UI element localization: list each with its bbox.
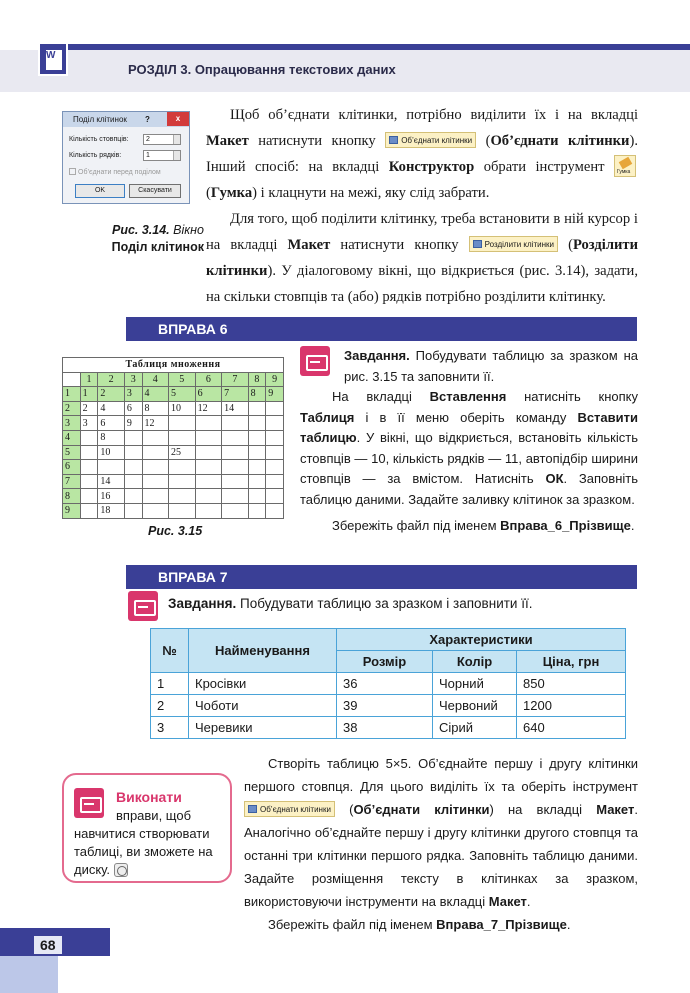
table-cell: 5 <box>63 445 81 460</box>
button-label: Об’єднати клітинки <box>401 136 473 145</box>
table-row <box>63 416 284 431</box>
table-cell <box>266 489 284 504</box>
bold-text: ОК <box>545 471 564 486</box>
table-cell: 6 <box>195 387 222 402</box>
rows-label: Кількість рядків: <box>69 152 122 159</box>
table-cell: 2 <box>63 401 81 416</box>
table-cell <box>248 401 266 416</box>
task-label: Завдання. <box>344 348 410 363</box>
table-cell: 1 <box>151 673 189 695</box>
table-cell: 6 <box>98 416 125 431</box>
merge-cells-icon <box>248 805 257 813</box>
table-header-row <box>151 629 626 651</box>
table-cell: Чорний <box>433 673 517 695</box>
table-title: Таблиця множення <box>63 358 284 373</box>
exercise-7-save <box>244 913 638 936</box>
table-cell <box>222 416 249 431</box>
table-cell <box>222 474 249 489</box>
table-cell: 850 <box>517 673 626 695</box>
table-cell: 9 <box>266 387 284 402</box>
table-cell: 10 <box>169 401 196 416</box>
exercise-7-body <box>244 752 638 913</box>
merge-cells-icon <box>389 136 398 144</box>
table-cell: 9 <box>124 416 142 431</box>
rows-value: 1 <box>146 152 150 159</box>
text: ( <box>334 802 354 817</box>
bold-text: Макет <box>596 802 635 817</box>
table-cell: 8 <box>142 401 169 416</box>
bold-text: Об’єднати клітинки <box>490 133 630 149</box>
table-cell: 6 <box>63 460 81 475</box>
table-cell: Сірий <box>433 717 517 739</box>
table-cell: Кросівки <box>189 673 337 695</box>
table-cell: 10 <box>98 445 125 460</box>
table-row <box>151 695 626 717</box>
keyboard-icon <box>128 591 158 621</box>
table-cell: 14 <box>98 474 125 489</box>
multiplication-table-grid <box>62 357 284 519</box>
table-cell <box>248 416 266 431</box>
bold-text: Вставити таблицю <box>300 409 638 445</box>
close-icon: x <box>167 112 189 126</box>
table-cell <box>222 460 249 475</box>
table-cell <box>222 430 249 445</box>
text: Щоб об’єднати клітинки, потрібно виділити їх і на вкладці <box>230 107 638 123</box>
table-cell: 1 <box>63 387 81 402</box>
table-cell: Черевики <box>189 717 337 739</box>
header-color: Колір <box>433 651 517 673</box>
bold-text: Вставлення <box>429 389 507 404</box>
table-cell: 38 <box>337 717 433 739</box>
table-cell: 2 <box>151 695 189 717</box>
bold-text: Макет <box>488 894 527 909</box>
text: натиснути кнопку <box>248 133 386 149</box>
table-row <box>63 474 284 489</box>
caption-name: Поділ клітинок <box>111 240 204 254</box>
task-label: Завдання. <box>168 596 237 611</box>
table-cell <box>124 460 142 475</box>
characteristics-table <box>150 628 626 739</box>
text: На вкладці <box>332 389 430 404</box>
bold-text: Таблиця <box>300 409 355 425</box>
spinner-icon <box>173 135 180 144</box>
table-cell: 9 <box>266 372 284 387</box>
exercise-6-instructions <box>300 387 638 510</box>
table-cell <box>266 445 284 460</box>
table-cell <box>169 416 196 431</box>
text: Для того, щоб поділити клітинку, треба встановити в ній курсор і на вкладці <box>206 211 638 253</box>
table-cell <box>248 489 266 504</box>
header-number: № <box>151 629 189 673</box>
table-cell: 3 <box>124 372 142 387</box>
text: ). Інший спосіб: на вкладці <box>206 133 638 175</box>
table-cell <box>80 474 98 489</box>
table-cell <box>124 430 142 445</box>
cols-value: 2 <box>146 136 150 143</box>
chapter-title: РОЗДІЛ 3. Опрацювання текстових даних <box>128 62 396 77</box>
table-cell <box>124 474 142 489</box>
cols-label: Кількість стовпців: <box>69 136 129 143</box>
table-cell: 3 <box>80 416 98 431</box>
eraser-icon <box>614 155 636 177</box>
cols-input <box>143 134 181 145</box>
bold-text: Гумка <box>210 185 253 201</box>
bold-text: Конструктор <box>388 159 475 175</box>
rows-input <box>143 150 181 161</box>
text: натиснути кнопку <box>330 237 469 253</box>
text: . <box>526 894 531 909</box>
table-cell <box>248 474 266 489</box>
table-row <box>151 673 626 695</box>
text: ) на вкладці <box>489 802 597 817</box>
split-cells-icon <box>473 240 482 248</box>
table-cell <box>195 460 222 475</box>
table-cell <box>80 430 98 445</box>
text: ( <box>476 133 491 149</box>
caption-number: Рис. 3.14. <box>111 223 170 237</box>
note-title: Виконати <box>116 789 182 805</box>
table-row <box>63 460 284 475</box>
table-cell: 18 <box>98 503 125 518</box>
table-cell <box>266 460 284 475</box>
exercise-7-heading: ВПРАВА 7 <box>126 565 637 589</box>
table-cell: 5 <box>169 372 196 387</box>
table-cell <box>222 503 249 518</box>
text: ) і клацнути на межі, яку слід забрати. <box>252 185 490 201</box>
characteristics-table-grid <box>150 628 626 739</box>
help-icon: ? <box>145 115 150 124</box>
table-cell <box>248 445 266 460</box>
table-cell <box>195 416 222 431</box>
table-cell: 4 <box>98 401 125 416</box>
figure-caption-3-14 <box>84 222 204 256</box>
paragraph-split <box>206 206 638 310</box>
table-cell: 640 <box>517 717 626 739</box>
table-header-row <box>63 372 284 387</box>
exercise-6-text <box>300 346 638 537</box>
table-row <box>63 387 284 402</box>
page-number: 68 <box>34 936 62 954</box>
table-cell <box>248 503 266 518</box>
table-cell <box>266 416 284 431</box>
header-size: Розмір <box>337 651 433 673</box>
table-cell: 2 <box>98 372 125 387</box>
dialog-title: Поділ клітинок <box>63 112 189 127</box>
text: і в її меню оберіть команду <box>354 409 578 425</box>
table-cell: 8 <box>98 430 125 445</box>
table-cell: Чоботи <box>189 695 337 717</box>
table-cell: 6 <box>195 372 222 387</box>
text: Збережіть файл під іменем <box>332 518 501 533</box>
merge-cells-button <box>385 132 476 148</box>
table-cell <box>248 460 266 475</box>
text: натисніть кнопку <box>506 389 638 404</box>
table-cell <box>266 474 284 489</box>
table-cell <box>142 445 169 460</box>
bold-text: Макет <box>287 237 331 253</box>
button-label: Об’єднати клітинки <box>260 805 331 814</box>
table-row <box>63 489 284 504</box>
word-logo-icon <box>38 42 68 76</box>
checkbox-icon <box>69 168 76 175</box>
table-cell <box>266 430 284 445</box>
table-cell <box>169 503 196 518</box>
table-cell <box>98 460 125 475</box>
table-cell <box>169 430 196 445</box>
table-cell: 1 <box>80 387 98 402</box>
table-row <box>63 503 284 518</box>
exercise-6-save <box>300 516 638 537</box>
table-cell <box>142 503 169 518</box>
file-name: Вправа_6_Прізвище <box>500 518 631 533</box>
note-line: навчитися створювати таблиці, ви зможете на диску. <box>74 826 213 877</box>
note-line: вправи, щоб <box>116 808 192 823</box>
table-cell <box>248 430 266 445</box>
ok-button: OK <box>75 184 125 198</box>
table-cell: 4 <box>63 430 81 445</box>
table-cell <box>142 430 169 445</box>
exercise-7-instructions <box>244 752 638 936</box>
table-cell <box>169 489 196 504</box>
table-cell <box>80 445 98 460</box>
table-cell <box>80 489 98 504</box>
file-name: Вправа_7_Прізвище <box>436 917 567 932</box>
table-cell: 2 <box>80 401 98 416</box>
logo-letter: W <box>46 50 56 61</box>
task-text: Побудувати таблицю за зразком на рис. 3.15 та заповнити її. <box>344 348 638 384</box>
table-cell <box>80 503 98 518</box>
table-cell: 7 <box>222 372 249 387</box>
caption-text: Вікно <box>169 223 204 237</box>
table-cell <box>124 489 142 504</box>
table-cell <box>142 474 169 489</box>
table-cell: Червоний <box>433 695 517 717</box>
paragraph-merge <box>206 102 638 206</box>
table-cell: 6 <box>124 401 142 416</box>
table-cell: 12 <box>142 416 169 431</box>
note-body <box>74 825 224 879</box>
bold-text: Розділити клітинки <box>206 237 638 279</box>
table-row <box>63 401 284 416</box>
table-cell <box>222 445 249 460</box>
cancel-button: Скасувати <box>129 184 181 198</box>
split-cells-dialog <box>62 111 190 204</box>
split-cells-button <box>469 236 558 252</box>
spinner-icon <box>173 151 180 160</box>
table-cell: 3 <box>151 717 189 739</box>
text: . Аналогічно об’єднайте першу і другу клітинки другого стовпця та останні три клітинки першого рядка. Заповніть таблицю даними. Задайте розміщення тексту в клітинках за зразком, використовуючи інструменти на вкладці <box>244 802 638 909</box>
table-cell <box>195 489 222 504</box>
table-cell: 7 <box>63 474 81 489</box>
table-cell <box>222 489 249 504</box>
table-cell <box>169 460 196 475</box>
figure-caption-3-15: Рис. 3.15 <box>148 524 203 538</box>
task-text: Побудувати таблицю за зразком і заповнити її. <box>236 596 533 611</box>
table-cell: 7 <box>222 387 249 402</box>
eraser-shape <box>619 157 633 169</box>
page-corner-block <box>0 956 58 993</box>
table-cell: 16 <box>98 489 125 504</box>
table-cell: 2 <box>98 387 125 402</box>
text: . <box>630 518 635 533</box>
table-cell: 4 <box>142 372 169 387</box>
text: Створіть таблицю 5×5. Об’єднайте першу і другу клітинки першого стовпця. Для цього виділіть їх та оберіть інструмент <box>244 756 638 794</box>
table-row <box>63 430 284 445</box>
table-cell <box>142 460 169 475</box>
table-cell <box>169 474 196 489</box>
text: . <box>566 917 571 932</box>
checkbox-label: Об’єднати перед поділом <box>78 169 161 176</box>
exercise-7-task <box>168 596 532 611</box>
text: ( <box>206 185 211 201</box>
table-cell <box>266 401 284 416</box>
header-characteristics: Характеристики <box>337 629 626 651</box>
table-cell <box>124 445 142 460</box>
exercise-6-heading: ВПРАВА 6 <box>126 317 637 341</box>
table-cell: 9 <box>63 503 81 518</box>
exercise-6-task <box>300 346 638 387</box>
eraser-label: Гумка <box>617 169 631 175</box>
table-cell: 1 <box>80 372 98 387</box>
header-name: Найменування <box>189 629 337 673</box>
table-cell <box>195 445 222 460</box>
table-cell <box>195 503 222 518</box>
table-cell <box>63 372 81 387</box>
table-cell: 4 <box>142 387 169 402</box>
table-cell: 3 <box>124 387 142 402</box>
table-cell <box>142 489 169 504</box>
table-cell: 12 <box>195 401 222 416</box>
table-cell: 8 <box>63 489 81 504</box>
table-cell: 1200 <box>517 695 626 717</box>
text: . У вікні, що відкриється, встановіть кількість стовпців — 10, кількість рядків — 11, автопідбір ширини стовпців — за вмістом. Натисніть <box>300 430 638 486</box>
button-label: Розділити клітинки <box>484 240 554 249</box>
table-cell: 39 <box>337 695 433 717</box>
header-accent-line <box>40 44 690 50</box>
note-text <box>74 807 224 879</box>
table-row <box>151 717 626 739</box>
table-cell <box>195 474 222 489</box>
table-cell: 25 <box>169 445 196 460</box>
table-cell: 5 <box>169 387 196 402</box>
merge-before-split-checkbox <box>69 168 161 176</box>
header-price: Ціна, грн <box>517 651 626 673</box>
table-cell: 14 <box>222 401 249 416</box>
bold-text: Макет <box>206 133 249 149</box>
text: . Заповніть таблицю даними. Задайте заливку клітинок за зразком. <box>300 471 638 507</box>
multiplication-table <box>62 357 284 519</box>
merge-cells-button <box>244 801 335 817</box>
table-cell: 8 <box>248 372 266 387</box>
table-cell: 36 <box>337 673 433 695</box>
text: обрати інструмент <box>474 159 614 175</box>
bold-text: Об’єднати клітинки <box>353 802 490 817</box>
table-cell: 8 <box>248 387 266 402</box>
table-row <box>63 445 284 460</box>
disk-icon <box>114 863 128 877</box>
table-cell: 3 <box>63 416 81 431</box>
table-cell <box>124 503 142 518</box>
table-cell <box>195 430 222 445</box>
disk-note-box <box>62 773 232 883</box>
table-cell <box>266 503 284 518</box>
text: Збережіть файл під іменем <box>268 917 437 932</box>
table-cell <box>80 460 98 475</box>
text: ). У діалоговому вікні, що відкриється (рис. 3.14), задати, на скільки стовпців та (або) рядків потрібно розділити клітинку. <box>206 263 638 305</box>
text: ( <box>557 237 573 253</box>
